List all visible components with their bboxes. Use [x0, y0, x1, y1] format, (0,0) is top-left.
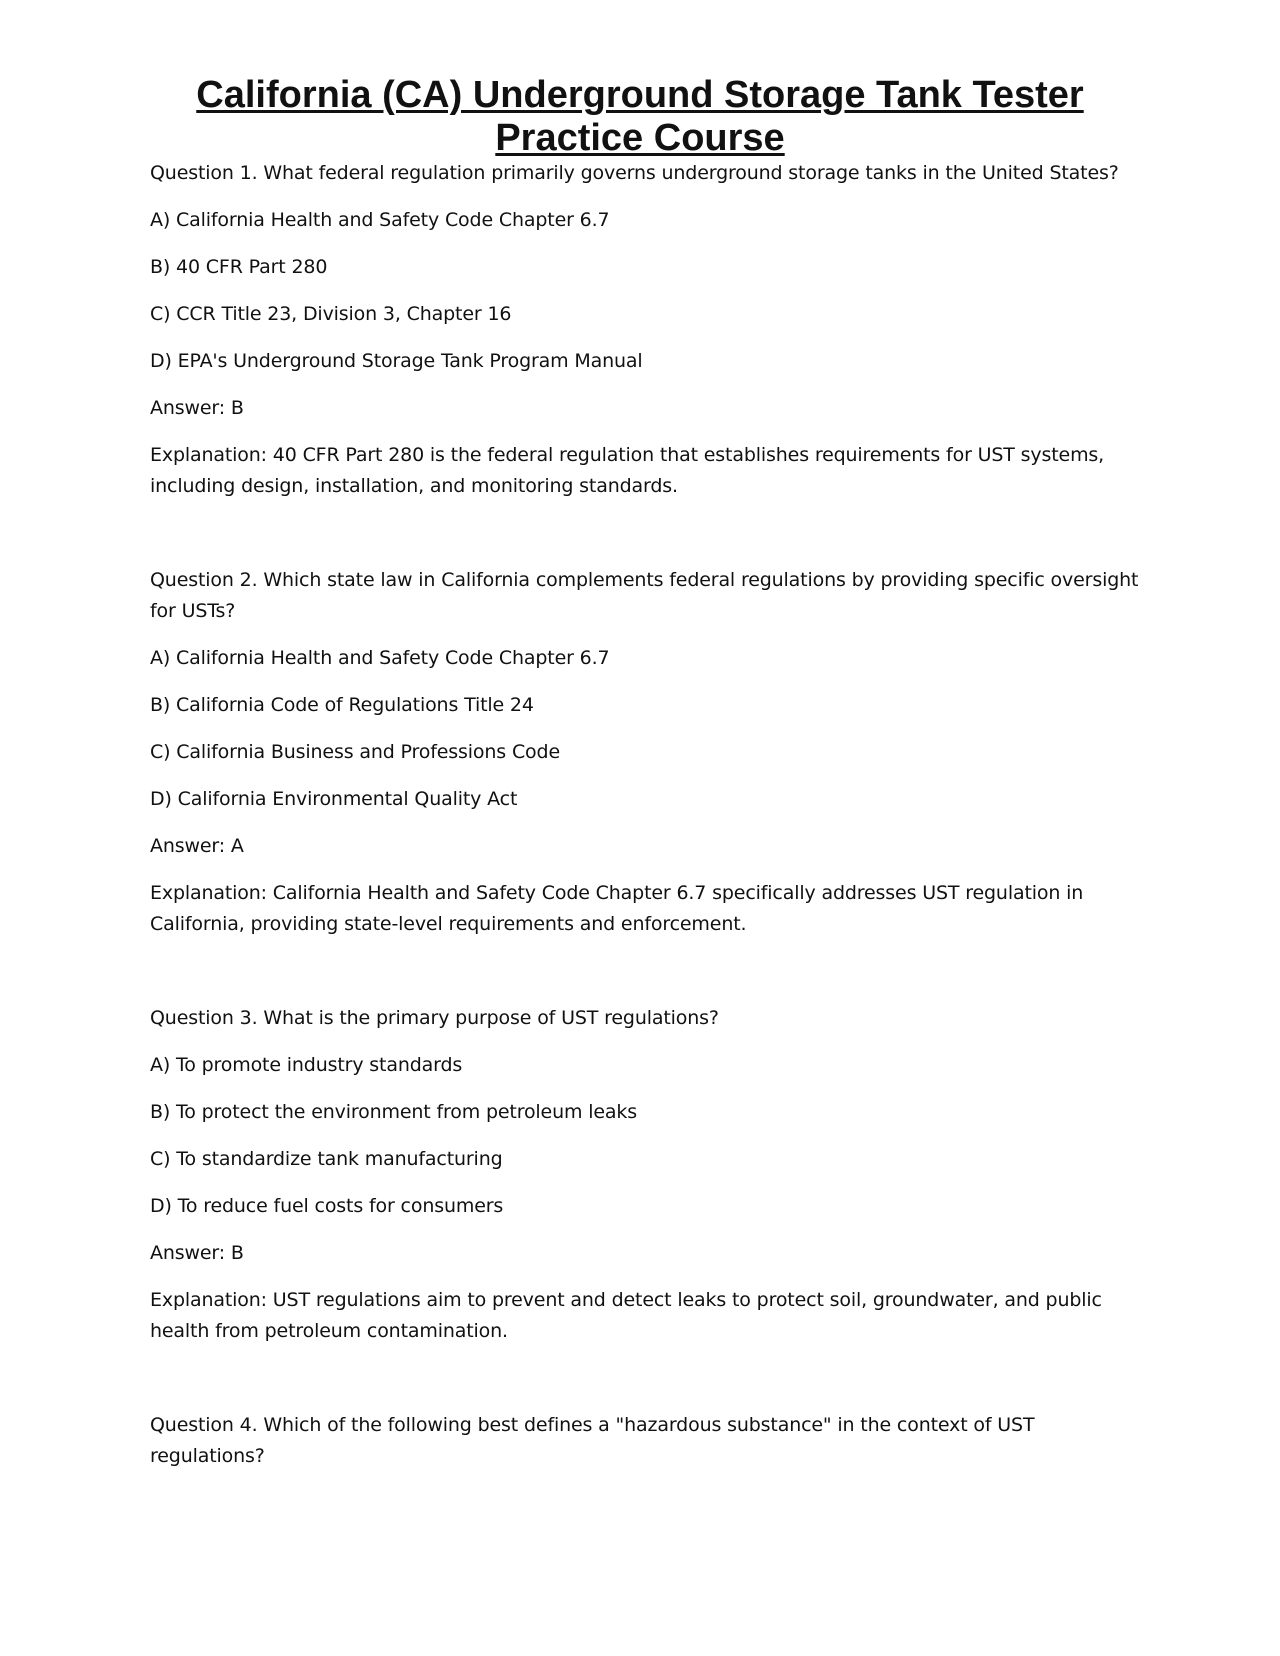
option-c: C) California Business and Professions Code	[150, 741, 560, 763]
question-2	[150, 565, 1140, 940]
explanation-text: Explanation: California Health and Safety Code Chapter 6.7 specifically addresses UST regulation in California, providing state-level requirements and enforcement.	[150, 882, 1084, 935]
option-c: C) To standardize tank manufacturing	[150, 1148, 503, 1170]
answer-text: Answer: A	[150, 835, 244, 857]
question-1	[150, 158, 1140, 502]
question-text: Question 4. Which of the following best defines a "hazardous substance" in the context of UST regulations?	[150, 1414, 1035, 1467]
question-3	[150, 1003, 1140, 1347]
question-text: Question 3. What is the primary purpose of UST regulations?	[150, 1007, 719, 1029]
option-a: A) California Health and Safety Code Chapter 6.7	[150, 209, 610, 231]
option-c: C) CCR Title 23, Division 3, Chapter 16	[150, 303, 512, 325]
explanation-text: Explanation: 40 CFR Part 280 is the federal regulation that establishes requirements for UST systems, including design, installation, and monitoring standards.	[150, 444, 1105, 497]
answer-text: Answer: B	[150, 1242, 244, 1264]
question-text: Question 2. Which state law in California complements federal regulations by providing specific oversight for USTs?	[150, 569, 1139, 622]
question-text: Question 1. What federal regulation primarily governs underground storage tanks in the United States?	[150, 162, 1119, 184]
option-b: B) To protect the environment from petroleum leaks	[150, 1101, 637, 1123]
option-a: A) To promote industry standards	[150, 1054, 463, 1076]
question-list	[150, 158, 1140, 1535]
option-d: D) EPA's Underground Storage Tank Program Manual	[150, 350, 643, 372]
document-title: California (CA) Underground Storage Tank Tester Practice Course	[196, 74, 1084, 159]
option-d: D) California Environmental Quality Act	[150, 788, 518, 810]
option-d: D) To reduce fuel costs for consumers	[150, 1195, 504, 1217]
question-4	[150, 1410, 1140, 1472]
option-a: A) California Health and Safety Code Chapter 6.7	[150, 647, 610, 669]
explanation-text: Explanation: UST regulations aim to prevent and detect leaks to protect soil, groundwater, and public health from petroleum contamination.	[150, 1289, 1102, 1342]
option-b: B) California Code of Regulations Title 24	[150, 694, 534, 716]
answer-text: Answer: B	[150, 397, 244, 419]
option-b: B) 40 CFR Part 280	[150, 256, 328, 278]
